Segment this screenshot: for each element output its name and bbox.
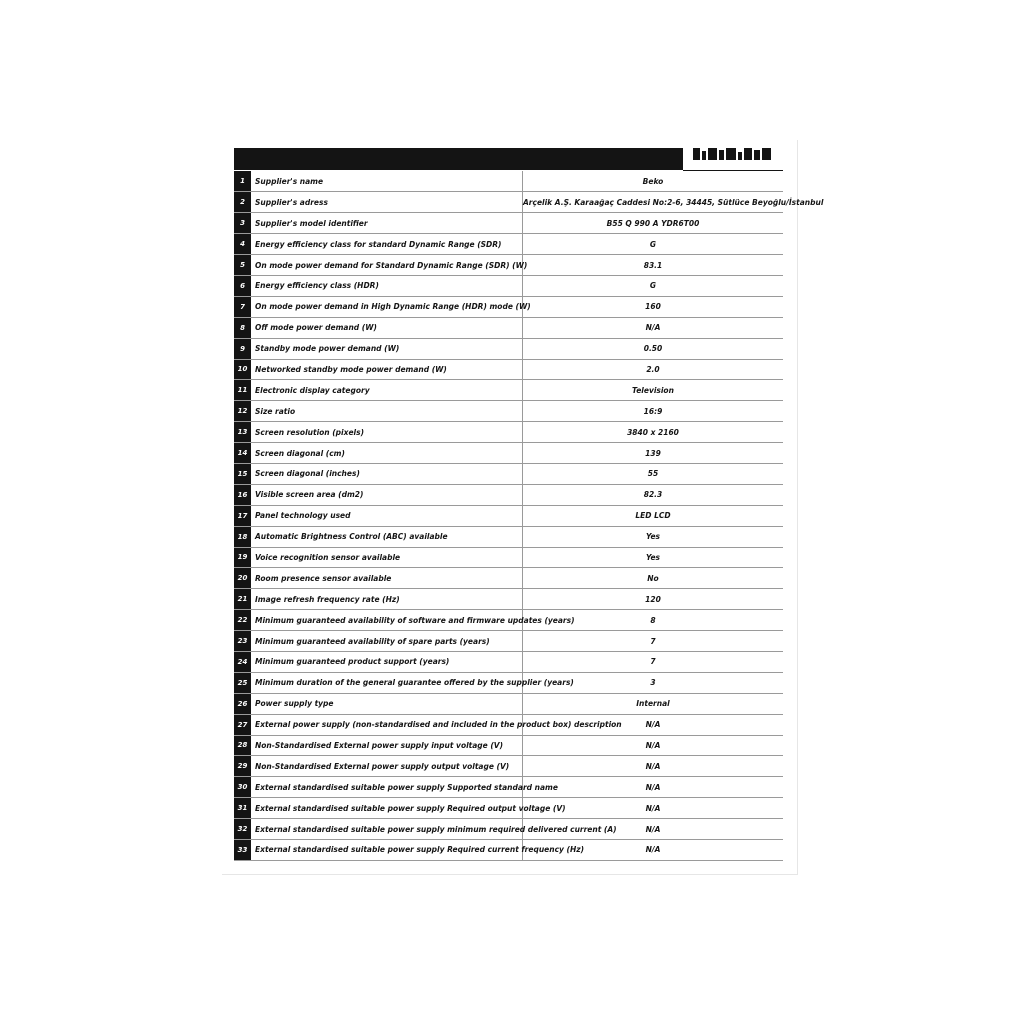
row-number: 20: [234, 568, 251, 589]
row-number: 12: [234, 401, 251, 422]
row-number: 9: [234, 338, 251, 359]
header-bar: [234, 148, 683, 170]
row-value: G: [523, 275, 784, 296]
row-value: 55: [523, 463, 784, 484]
row-value: N/A: [523, 840, 784, 861]
row-label: External power supply (non-standardised and included in the product box) description: [251, 714, 523, 735]
row-value: Internal: [523, 693, 784, 714]
row-value: N/A: [523, 317, 784, 338]
row-label: Non-Standardised External power supply output voltage (V): [251, 756, 523, 777]
row-value: Yes: [523, 526, 784, 547]
table-row: [234, 422, 783, 443]
row-label: External standardised suitable power supply Supported standard name: [251, 777, 523, 798]
spec-table: [234, 171, 824, 861]
row-value: Yes: [523, 547, 784, 568]
table-row: [234, 589, 783, 610]
row-label: Automatic Brightness Control (ABC) available: [251, 526, 523, 547]
row-label: Minimum guaranteed availability of spare parts (years): [251, 631, 523, 652]
row-label: Screen resolution (pixels): [251, 422, 523, 443]
row-number: 6: [234, 275, 251, 296]
row-number: 25: [234, 672, 251, 693]
row-number: 22: [234, 610, 251, 631]
row-label: Power supply type: [251, 693, 523, 714]
row-number: 14: [234, 443, 251, 464]
brand-logo: [683, 142, 783, 171]
row-value: 16:9: [523, 401, 784, 422]
row-number: 4: [234, 234, 251, 255]
row-label: Screen diagonal (inches): [251, 463, 523, 484]
row-label: Visible screen area (dm2): [251, 484, 523, 505]
row-number: 18: [234, 526, 251, 547]
table-row: [234, 359, 783, 380]
row-label: Size ratio: [251, 401, 523, 422]
row-value: No: [523, 568, 784, 589]
row-number: 24: [234, 651, 251, 672]
row-label: Electronic display category: [251, 380, 523, 401]
row-value: 139: [523, 443, 784, 464]
row-label: Energy efficiency class (HDR): [251, 275, 523, 296]
row-label: Minimum duration of the general guarantee offered by the supplier (years): [251, 672, 523, 693]
row-number: 11: [234, 380, 251, 401]
row-value: Arçelik A.Ş. Karaağaç Caddesi No:2-6, 34445, Sütlüce Beyoğlu/İstanbul: [523, 192, 784, 213]
row-value: N/A: [523, 756, 784, 777]
table-row: [234, 693, 783, 714]
row-number: 2: [234, 192, 251, 213]
table-row: [234, 296, 783, 317]
row-value: 82.3: [523, 484, 784, 505]
table-row: [234, 380, 783, 401]
row-value: B55 Q 990 A YDR6T00: [523, 213, 784, 234]
row-number: 10: [234, 359, 251, 380]
row-number: 29: [234, 756, 251, 777]
row-number: 26: [234, 693, 251, 714]
row-number: 32: [234, 819, 251, 840]
document-page: [222, 140, 824, 875]
table-row: [234, 505, 783, 526]
row-number: 16: [234, 484, 251, 505]
row-value: 2.0: [523, 359, 784, 380]
table-row: [234, 840, 783, 861]
row-label: Room presence sensor available: [251, 568, 523, 589]
row-number: 28: [234, 735, 251, 756]
row-label: On mode power demand in High Dynamic Range (HDR) mode (W): [251, 296, 523, 317]
row-label: Minimum guaranteed availability of software and firmware updates (years): [251, 610, 523, 631]
row-label: External standardised suitable power supply minimum required delivered current (A): [251, 819, 523, 840]
row-number: 21: [234, 589, 251, 610]
row-value: 7: [523, 651, 784, 672]
table-row: [234, 317, 783, 338]
table-row: [234, 735, 783, 756]
row-label: Non-Standardised External power supply input voltage (V): [251, 735, 523, 756]
table-row: [234, 213, 783, 234]
table-row: [234, 526, 783, 547]
row-value: N/A: [523, 777, 784, 798]
table-row: [234, 777, 783, 798]
row-number: 23: [234, 631, 251, 652]
row-value: Television: [523, 380, 784, 401]
table-row: [234, 631, 783, 652]
row-value: 120: [523, 589, 784, 610]
row-number: 31: [234, 798, 251, 819]
table-row: [234, 756, 783, 777]
row-value: 8: [523, 610, 784, 631]
row-value: N/A: [523, 714, 784, 735]
table-row: [234, 234, 783, 255]
table-row: [234, 171, 783, 192]
row-number: 17: [234, 505, 251, 526]
row-label: Voice recognition sensor available: [251, 547, 523, 568]
row-label: Supplier's adress: [251, 192, 523, 213]
table-row: [234, 547, 783, 568]
row-number: 33: [234, 840, 251, 861]
row-value: 3840 x 2160: [523, 422, 784, 443]
row-label: Minimum guaranteed product support (years): [251, 651, 523, 672]
row-number: 13: [234, 422, 251, 443]
table-row: [234, 651, 783, 672]
row-value: 0.50: [523, 338, 784, 359]
row-value: 160: [523, 296, 784, 317]
table-row: [234, 255, 783, 276]
table-row: [234, 443, 783, 464]
row-label: External standardised suitable power supply Required current frequency (Hz): [251, 840, 523, 861]
row-label: Image refresh frequency rate (Hz): [251, 589, 523, 610]
row-number: 30: [234, 777, 251, 798]
row-value: N/A: [523, 735, 784, 756]
table-row: [234, 275, 783, 296]
table-row: [234, 672, 783, 693]
logo-mark-icon: [693, 148, 771, 160]
row-value: N/A: [523, 798, 784, 819]
table-row: [234, 484, 783, 505]
table-row: [234, 401, 783, 422]
row-number: 15: [234, 463, 251, 484]
row-value: 7: [523, 631, 784, 652]
row-label: Supplier's name: [251, 171, 523, 192]
row-value: LED LCD: [523, 505, 784, 526]
row-number: 8: [234, 317, 251, 338]
row-label: Energy efficiency class for standard Dynamic Range (SDR): [251, 234, 523, 255]
table-row: [234, 568, 783, 589]
table-row: [234, 338, 783, 359]
table-row: [234, 610, 783, 631]
row-label: On mode power demand for Standard Dynamic Range (SDR) (W): [251, 255, 523, 276]
row-value: N/A: [523, 819, 784, 840]
row-label: Networked standby mode power demand (W): [251, 359, 523, 380]
table-row: [234, 714, 783, 735]
row-value: Beko: [523, 171, 784, 192]
table-row: [234, 819, 783, 840]
row-label: Standby mode power demand (W): [251, 338, 523, 359]
row-value: 3: [523, 672, 784, 693]
table-row: [234, 463, 783, 484]
row-label: Off mode power demand (W): [251, 317, 523, 338]
row-label: Screen diagonal (cm): [251, 443, 523, 464]
row-label: Supplier's model identifier: [251, 213, 523, 234]
row-label: External standardised suitable power supply Required output voltage (V): [251, 798, 523, 819]
row-number: 7: [234, 296, 251, 317]
row-label: Panel technology used: [251, 505, 523, 526]
row-number: 5: [234, 255, 251, 276]
row-number: 3: [234, 213, 251, 234]
row-value: G: [523, 234, 784, 255]
row-value: 83.1: [523, 255, 784, 276]
row-number: 1: [234, 171, 251, 192]
spec-table-body: [234, 171, 824, 860]
table-row: [234, 798, 783, 819]
table-row: [234, 192, 783, 213]
row-number: 19: [234, 547, 251, 568]
row-number: 27: [234, 714, 251, 735]
